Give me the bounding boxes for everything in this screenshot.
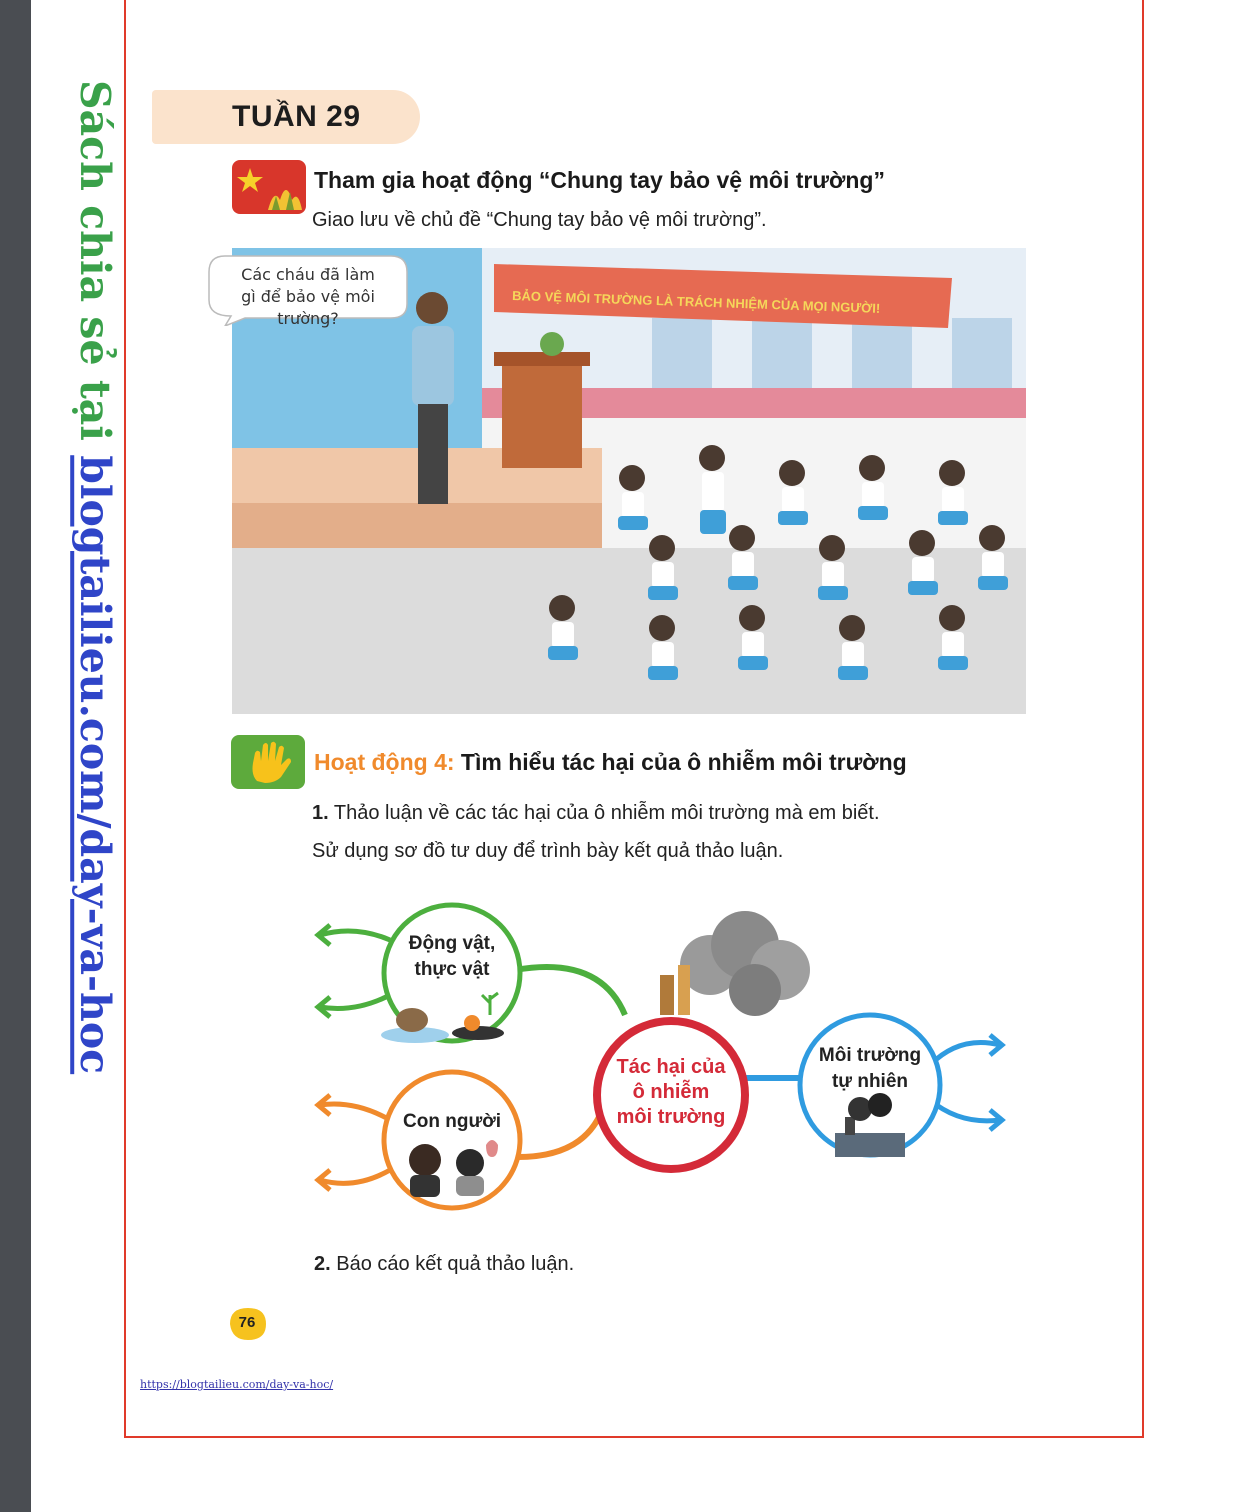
banner-text: BẢO VỆ MÔI TRƯỜNG LÀ TRÁCH NHIỆM CỦA MỌI NGƯỜI! (511, 288, 881, 316)
page-number-badge (226, 1304, 268, 1342)
side-watermark (62, 80, 128, 1080)
mind-map (300, 895, 1020, 1220)
speech-bubble (205, 252, 411, 326)
nature-node-label (805, 1043, 935, 1095)
hand-icon (231, 735, 305, 789)
watermark-prefix: Sách chia sẻ tại (71, 80, 119, 456)
smoke-cloud-icon (660, 911, 810, 1016)
nature-line2: tự nhiên (831, 1071, 909, 1092)
activity4-title: Tìm hiểu tác hại của ô nhiễm môi trường (454, 749, 907, 775)
item1-line1 (312, 802, 880, 825)
center-line2: ô nhiễm (632, 1081, 710, 1103)
center-line1: Tác hại của (616, 1056, 726, 1078)
center-node-label (600, 1055, 742, 1130)
item1-number: 1. (312, 802, 329, 824)
animals-node-label (392, 931, 512, 983)
page-number: 76 (238, 1314, 256, 1331)
item2-text: Báo cáo kết quả thảo luận. (330, 1253, 575, 1275)
animals-line1: Động vật, (408, 933, 496, 954)
humans-node-circle (384, 1072, 520, 1208)
section1-title: Tham gia hoạt động “Chung tay bảo vệ môi trường” (314, 167, 885, 193)
footer-url-link[interactable]: https://blogtailieu.com/day-va-hoc/ (140, 1378, 334, 1391)
week-title: TUẦN 29 (232, 100, 361, 133)
item2 (314, 1253, 574, 1276)
item1-line2: Sử dụng sơ đồ tư duy để trình bày kết quả thảo luận. (312, 840, 784, 862)
activity4-heading (314, 749, 907, 776)
item1-text: Thảo luận về các tác hại của ô nhiễm môi trường mà em biết. (328, 802, 880, 824)
animals-line2: thực vật (414, 959, 490, 980)
viewer-left-scrollbar[interactable] (0, 0, 31, 1512)
item2-number: 2. (314, 1253, 331, 1275)
speech-text: Các cháu đã làm gì để bảo vệ môi trường? (241, 265, 375, 328)
flag-icon (232, 160, 306, 214)
activity4-label: Hoạt động 4: (314, 749, 455, 775)
section1-subtitle: Giao lưu về chủ đề “Chung tay bảo vệ môi trường”. (312, 209, 767, 231)
nature-line1: Môi trường (818, 1045, 922, 1066)
watermark-link[interactable]: blogtailieu.com/day-va-hoc (71, 455, 119, 1075)
humans-node-label: Con người (403, 1111, 501, 1132)
center-line3: môi trường (616, 1106, 726, 1128)
